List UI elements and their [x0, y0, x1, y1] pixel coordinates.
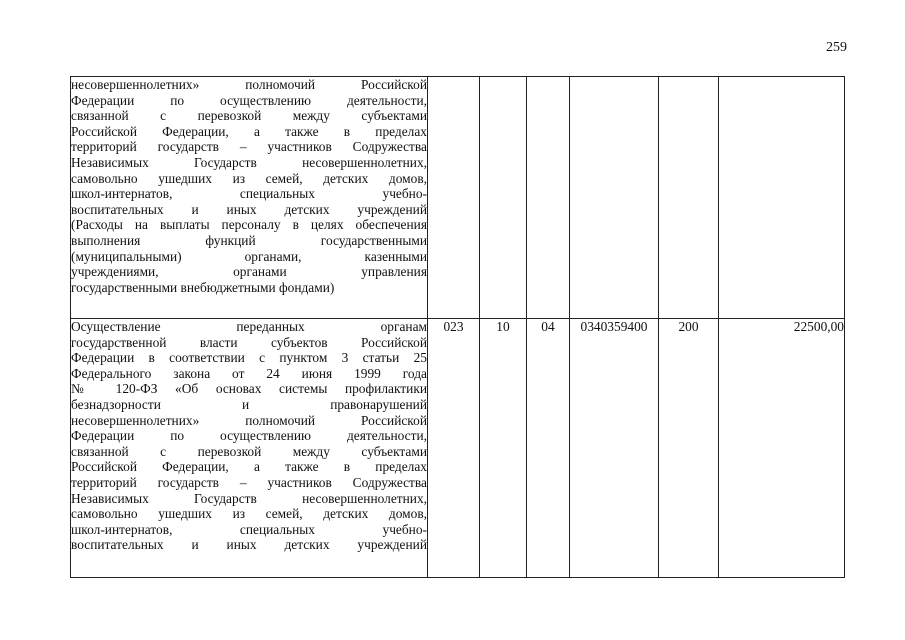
description-line: Независимых Государств несовершеннолетних,	[71, 490, 427, 506]
section-code: 10	[480, 319, 527, 578]
expense-type-code	[659, 77, 719, 319]
description-line: Российской Федерации, а также в пределах	[71, 123, 427, 139]
page-number: 259	[826, 40, 847, 55]
description-line: Федерального закона от 24 июня 1999 года	[71, 365, 427, 381]
description-line: (муниципальными) органами, казенными	[71, 248, 427, 264]
description-line: № 120-ФЗ «Об основах системы профилактики	[71, 381, 427, 397]
ministry-code	[428, 77, 480, 319]
table-row	[71, 77, 845, 319]
description-line: Независимых Государств несовершеннолетних,	[71, 154, 427, 170]
amount	[719, 77, 845, 319]
row-description	[71, 77, 428, 319]
description-line: связанной с перевозкой между субъектами	[71, 443, 427, 459]
description-line: выполнения функций государственными	[71, 232, 427, 248]
table-row	[71, 319, 845, 578]
expense-type-code: 200	[659, 319, 719, 578]
subsection-code	[527, 77, 570, 319]
budget-table	[70, 76, 845, 578]
description-line: территорий государств – участников Содружества	[71, 139, 427, 155]
description-line: самовольно ушедших из семей, детских домов,	[71, 170, 427, 186]
description-line: воспитательных и иных детских учреждений	[71, 201, 427, 217]
description-line: (Расходы на выплаты персоналу в целях обеспечения	[71, 217, 427, 233]
ministry-code: 023	[428, 319, 480, 578]
description-line: Осуществление переданных органам	[71, 319, 427, 334]
description-line: Федерации по осуществлению деятельности,	[71, 428, 427, 444]
section-code	[480, 77, 527, 319]
subsection-code: 04	[527, 319, 570, 578]
description-line: Федерации по осуществлению деятельности,	[71, 92, 427, 108]
description-line: государственной власти субъектов Российской	[71, 334, 427, 350]
description-line: государственными внебюджетными фондами)	[71, 279, 335, 295]
description-line: связанной с перевозкой между субъектами	[71, 108, 427, 124]
description-line: учреждениями, органами управления	[71, 264, 427, 280]
description-line: безнадзорности и правонарушений	[71, 396, 427, 412]
target-article-code: 0340359400	[570, 319, 659, 578]
description-line: школ-интернатов, специальных учебно-	[71, 186, 427, 202]
description-line: воспитательных и иных детских учреждений	[71, 537, 427, 553]
description-line: Российской Федерации, а также в пределах	[71, 459, 427, 475]
description-line: самовольно ушедших из семей, детских домов,	[71, 506, 427, 522]
target-article-code	[570, 77, 659, 319]
description-line: Федерации в соответствии с пунктом 3 статьи 25	[71, 350, 427, 366]
amount: 22500,00	[719, 319, 845, 578]
description-line: несовершеннолетних» полномочий Российской	[71, 77, 427, 92]
description-line: территорий государств – участников Содружества	[71, 474, 427, 490]
description-line: школ-интернатов, специальных учебно-	[71, 521, 427, 537]
row-description	[71, 319, 428, 578]
description-line: несовершеннолетних» полномочий Российской	[71, 412, 427, 428]
